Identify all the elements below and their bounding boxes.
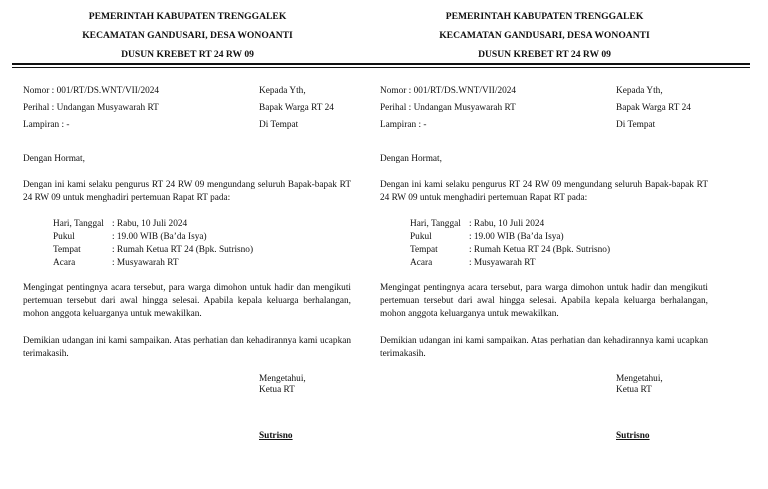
letter-attachment: Lampiran : -	[380, 120, 427, 130]
event-detail-row	[53, 218, 253, 231]
event-detail-label: Hari, Tanggal	[410, 219, 461, 229]
event-detail-row	[410, 218, 610, 231]
letter-attachment: Lampiran : -	[23, 120, 70, 130]
letterhead-divider-thick	[12, 63, 384, 65]
event-detail-label: Pukul	[410, 232, 432, 242]
letter-paragraph-closing: Demikian udangan ini kami sampaikan. Atas perhatian dan kehadirannya kami ucapkan terimakasih.	[380, 336, 708, 359]
event-detail-row	[53, 231, 253, 244]
event-detail-row	[53, 244, 253, 257]
event-detail-value: : Musyawarah RT	[112, 258, 179, 268]
event-detail-label: Pukul	[53, 232, 75, 242]
letterhead-line-2: KECAMATAN GANDUSARI, DESA WONOANTI	[439, 30, 650, 41]
letter-paragraph-attendance: Mengingat pentingnya acara tersebut, para warga dimohon untuk hadir dan mengikuti pertemuan tersebut dari awal hingga selesai. Apabila kepala keluarga berhalangan, mohon anggota keluarganya untuk mewakilkan.	[23, 283, 351, 319]
event-detail-label: Hari, Tanggal	[53, 219, 104, 229]
recipient-name: Bapak Warga RT 24	[616, 103, 691, 113]
letterhead-line-3: DUSUN KREBET RT 24 RW 09	[121, 49, 254, 60]
event-detail-row	[410, 231, 610, 244]
letter-number: Nomor : 001/RT/DS.WNT/VII/2024	[380, 86, 517, 96]
event-details	[53, 218, 253, 270]
letterhead-divider-thin	[12, 67, 384, 68]
letter-intro: Dengan ini kami selaku pengurus RT 24 RW 09 mengundang seluruh Bapak-bapak RT 24 RW 09 untuk menghadiri pertemuan Rapat RT pada:	[380, 180, 708, 203]
event-detail-label: Tempat	[53, 245, 81, 255]
event-detail-label: Acara	[53, 258, 76, 268]
event-detail-value: : Rumah Ketua RT 24 (Bpk. Sutrisno)	[112, 245, 254, 255]
event-detail-value: : Musyawarah RT	[469, 258, 536, 268]
event-detail-row	[410, 244, 610, 257]
signature-acknowledged: Mengetahui,	[616, 374, 663, 384]
letterhead-line-3: DUSUN KREBET RT 24 RW 09	[478, 49, 611, 60]
letter-subject: Perihal : Undangan Musyawarah RT	[23, 103, 159, 113]
event-detail-value: : Rumah Ketua RT 24 (Bpk. Sutrisno)	[469, 245, 611, 255]
event-detail-row	[53, 257, 253, 270]
recipient-salutation: Kepada Yth,	[616, 86, 663, 96]
event-detail-value: : Rabu, 10 Juli 2024	[112, 219, 188, 229]
letter-paragraph-attendance: Mengingat pentingnya acara tersebut, para warga dimohon untuk hadir dan mengikuti pertemuan tersebut dari awal hingga selesai. Apabila kepala keluarga berhalangan, mohon anggota keluarganya untuk mewakilkan.	[380, 283, 708, 319]
letter-greeting: Dengan Hormat,	[380, 154, 442, 164]
event-detail-label: Tempat	[410, 245, 438, 255]
event-detail-label: Acara	[410, 258, 433, 268]
letter-recipient	[616, 85, 691, 136]
letterhead	[22, 11, 353, 68]
letterhead-line-1: PEMERINTAH KABUPATEN TRENGGALEK	[88, 11, 287, 22]
signer-name: Sutrisno	[259, 431, 293, 441]
signature-block	[616, 374, 663, 396]
recipient-name: Bapak Warga RT 24	[259, 103, 334, 113]
signature-acknowledged: Mengetahui,	[259, 374, 306, 384]
letter-greeting: Dengan Hormat,	[23, 154, 85, 164]
signature-title: Ketua RT	[616, 385, 652, 395]
letterhead-line-1: PEMERINTAH KABUPATEN TRENGGALEK	[445, 11, 644, 22]
recipient-place: Di Tempat	[616, 120, 656, 130]
letter-recipient	[259, 85, 334, 136]
event-detail-value: : Rabu, 10 Juli 2024	[469, 219, 545, 229]
letter-paragraph-closing: Demikian udangan ini kami sampaikan. Atas perhatian dan kehadirannya kami ucapkan terimakasih.	[23, 336, 351, 359]
signer-name: Sutrisno	[616, 431, 650, 441]
letterhead-divider-thin	[369, 67, 750, 68]
event-detail-row	[410, 257, 610, 270]
event-detail-value: : 19.00 WIB (Ba’da Isya)	[469, 232, 564, 242]
letter-intro: Dengan ini kami selaku pengurus RT 24 RW 09 mengundang seluruh Bapak-bapak RT 24 RW 09 untuk menghadiri pertemuan Rapat RT pada:	[23, 180, 351, 203]
signature-title: Ketua RT	[259, 385, 295, 395]
event-detail-value: : 19.00 WIB (Ba’da Isya)	[112, 232, 207, 242]
letter-meta	[23, 85, 159, 136]
letter-meta	[380, 85, 516, 136]
letterhead-line-2: KECAMATAN GANDUSARI, DESA WONOANTI	[82, 30, 293, 41]
letterhead	[379, 11, 710, 68]
recipient-place: Di Tempat	[259, 120, 299, 130]
recipient-salutation: Kepada Yth,	[259, 86, 306, 96]
signature-block	[259, 374, 306, 396]
letterhead-divider-thick	[369, 63, 750, 65]
letter-page-right	[357, 0, 741, 489]
event-details	[410, 218, 610, 270]
letter-subject: Perihal : Undangan Musyawarah RT	[380, 103, 516, 113]
letter-number: Nomor : 001/RT/DS.WNT/VII/2024	[23, 86, 160, 96]
